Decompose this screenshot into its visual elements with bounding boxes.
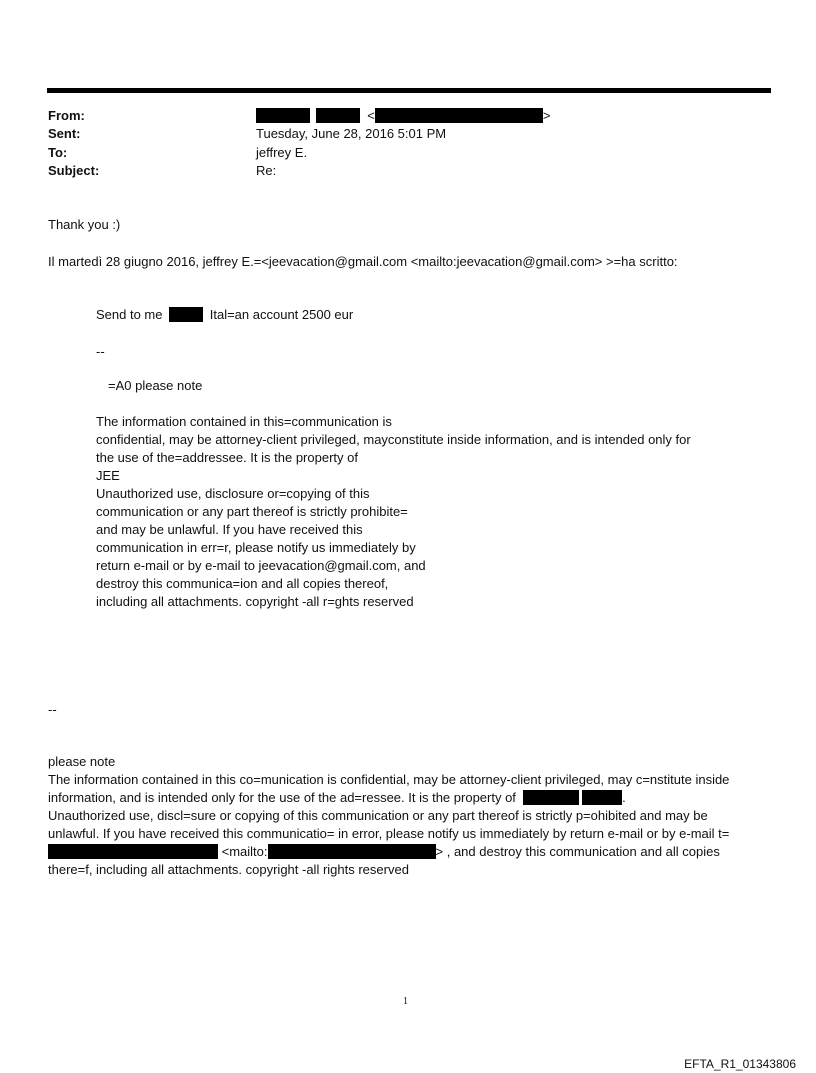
- disclaimer-line: communication in err=r, please notify us immediately by: [96, 540, 416, 555]
- footer-line-6: [48, 843, 729, 861]
- quote-dashes: --: [96, 344, 105, 359]
- disclaimer-line: including all attachments. copyright -all r=ghts reserved: [96, 594, 414, 609]
- send-instruction: [96, 306, 353, 323]
- footer-line3-pre: information, and is intended only for the use of the ad=ressee. It is the property of: [48, 790, 516, 805]
- sent-label: Sent:: [48, 126, 81, 141]
- to-label: To:: [48, 145, 68, 160]
- document-id: EFTA_R1_01343806: [684, 1057, 796, 1071]
- footer-disclaimer: [48, 753, 729, 879]
- disclaimer-line: confidential, may be attorney-client privileged, mayconstitute inside information, and is intended only for: [96, 432, 691, 447]
- redacted-last-name: [316, 108, 360, 123]
- disclaimer-line: and may be unlawful. If you have received this: [96, 522, 363, 537]
- disclaimer-line: JEE: [96, 468, 120, 483]
- disclaimer-line: destroy this communica=ion and all copies thereof,: [96, 576, 389, 591]
- disclaimer-line: communication or any part thereof is strictly prohibite=: [96, 504, 408, 519]
- redacted-email: [268, 844, 436, 859]
- footer-line: unlawful. If you have received this communicatio= in error, please notify us immediately by return e-mail or by e-mail t=: [48, 826, 730, 841]
- redacted-name: [169, 307, 203, 322]
- redacted-first-name: [256, 108, 310, 123]
- from-gt: >: [542, 108, 551, 123]
- note-line: =A0 please note: [108, 378, 203, 393]
- redacted-first-name: [523, 790, 579, 805]
- send-pre: Send to me: [96, 307, 163, 322]
- to-value: jeffrey E.: [256, 145, 308, 160]
- from-value: [256, 108, 550, 123]
- header-rule: [47, 88, 771, 93]
- footer-line: The information contained in this co=munication is confidential, may be attorney-client privileged, may c=nstitute inside: [48, 772, 730, 787]
- disclaimer-line: the use of the=addressee. It is the property of: [96, 450, 358, 465]
- quoted-disclaimer: [96, 413, 691, 611]
- reply-text: Thank you :): [48, 217, 121, 232]
- disclaimer-line: return e-mail or by e-mail to jeevacation@gmail.com, and: [96, 558, 426, 573]
- subject-label: Subject:: [48, 163, 100, 178]
- footer-line: there=f, including all attachments. copyright -all rights reserved: [48, 862, 409, 877]
- send-post: Ital=an account 2500 eur: [209, 307, 354, 322]
- from-lt: <: [367, 108, 375, 123]
- quote-intro: Il martedì 28 giugno 2016, jeffrey E.=<jeevacation@gmail.com <mailto:jeevacation@gmail.com> >=ha scritto:: [48, 254, 678, 269]
- page-number: 1: [403, 996, 408, 1007]
- disclaimer-line: Unauthorized use, disclosure or=copying of this: [96, 486, 370, 501]
- footer-mailto: <mailto:: [221, 844, 268, 859]
- subject-value: Re:: [256, 163, 277, 178]
- redacted-last-name: [582, 790, 622, 805]
- sent-value: Tuesday, June 28, 2016 5:01 PM: [256, 126, 447, 141]
- footer-line6-post: > , and destroy this communication and all copies: [435, 844, 720, 859]
- footer-line-3: [48, 789, 729, 807]
- signature-dashes: --: [48, 702, 57, 717]
- footer-line3-post: .: [622, 790, 626, 805]
- from-label: From:: [48, 108, 85, 123]
- disclaimer-line: The information contained in this=communication is: [96, 414, 392, 429]
- footer-line: Unauthorized use, discl=sure or copying of this communication or any part thereof is strictly p=ohibited and may be: [48, 808, 708, 823]
- redacted-email: [48, 844, 218, 859]
- redacted-email: [375, 108, 543, 123]
- footer-line: please note: [48, 754, 116, 769]
